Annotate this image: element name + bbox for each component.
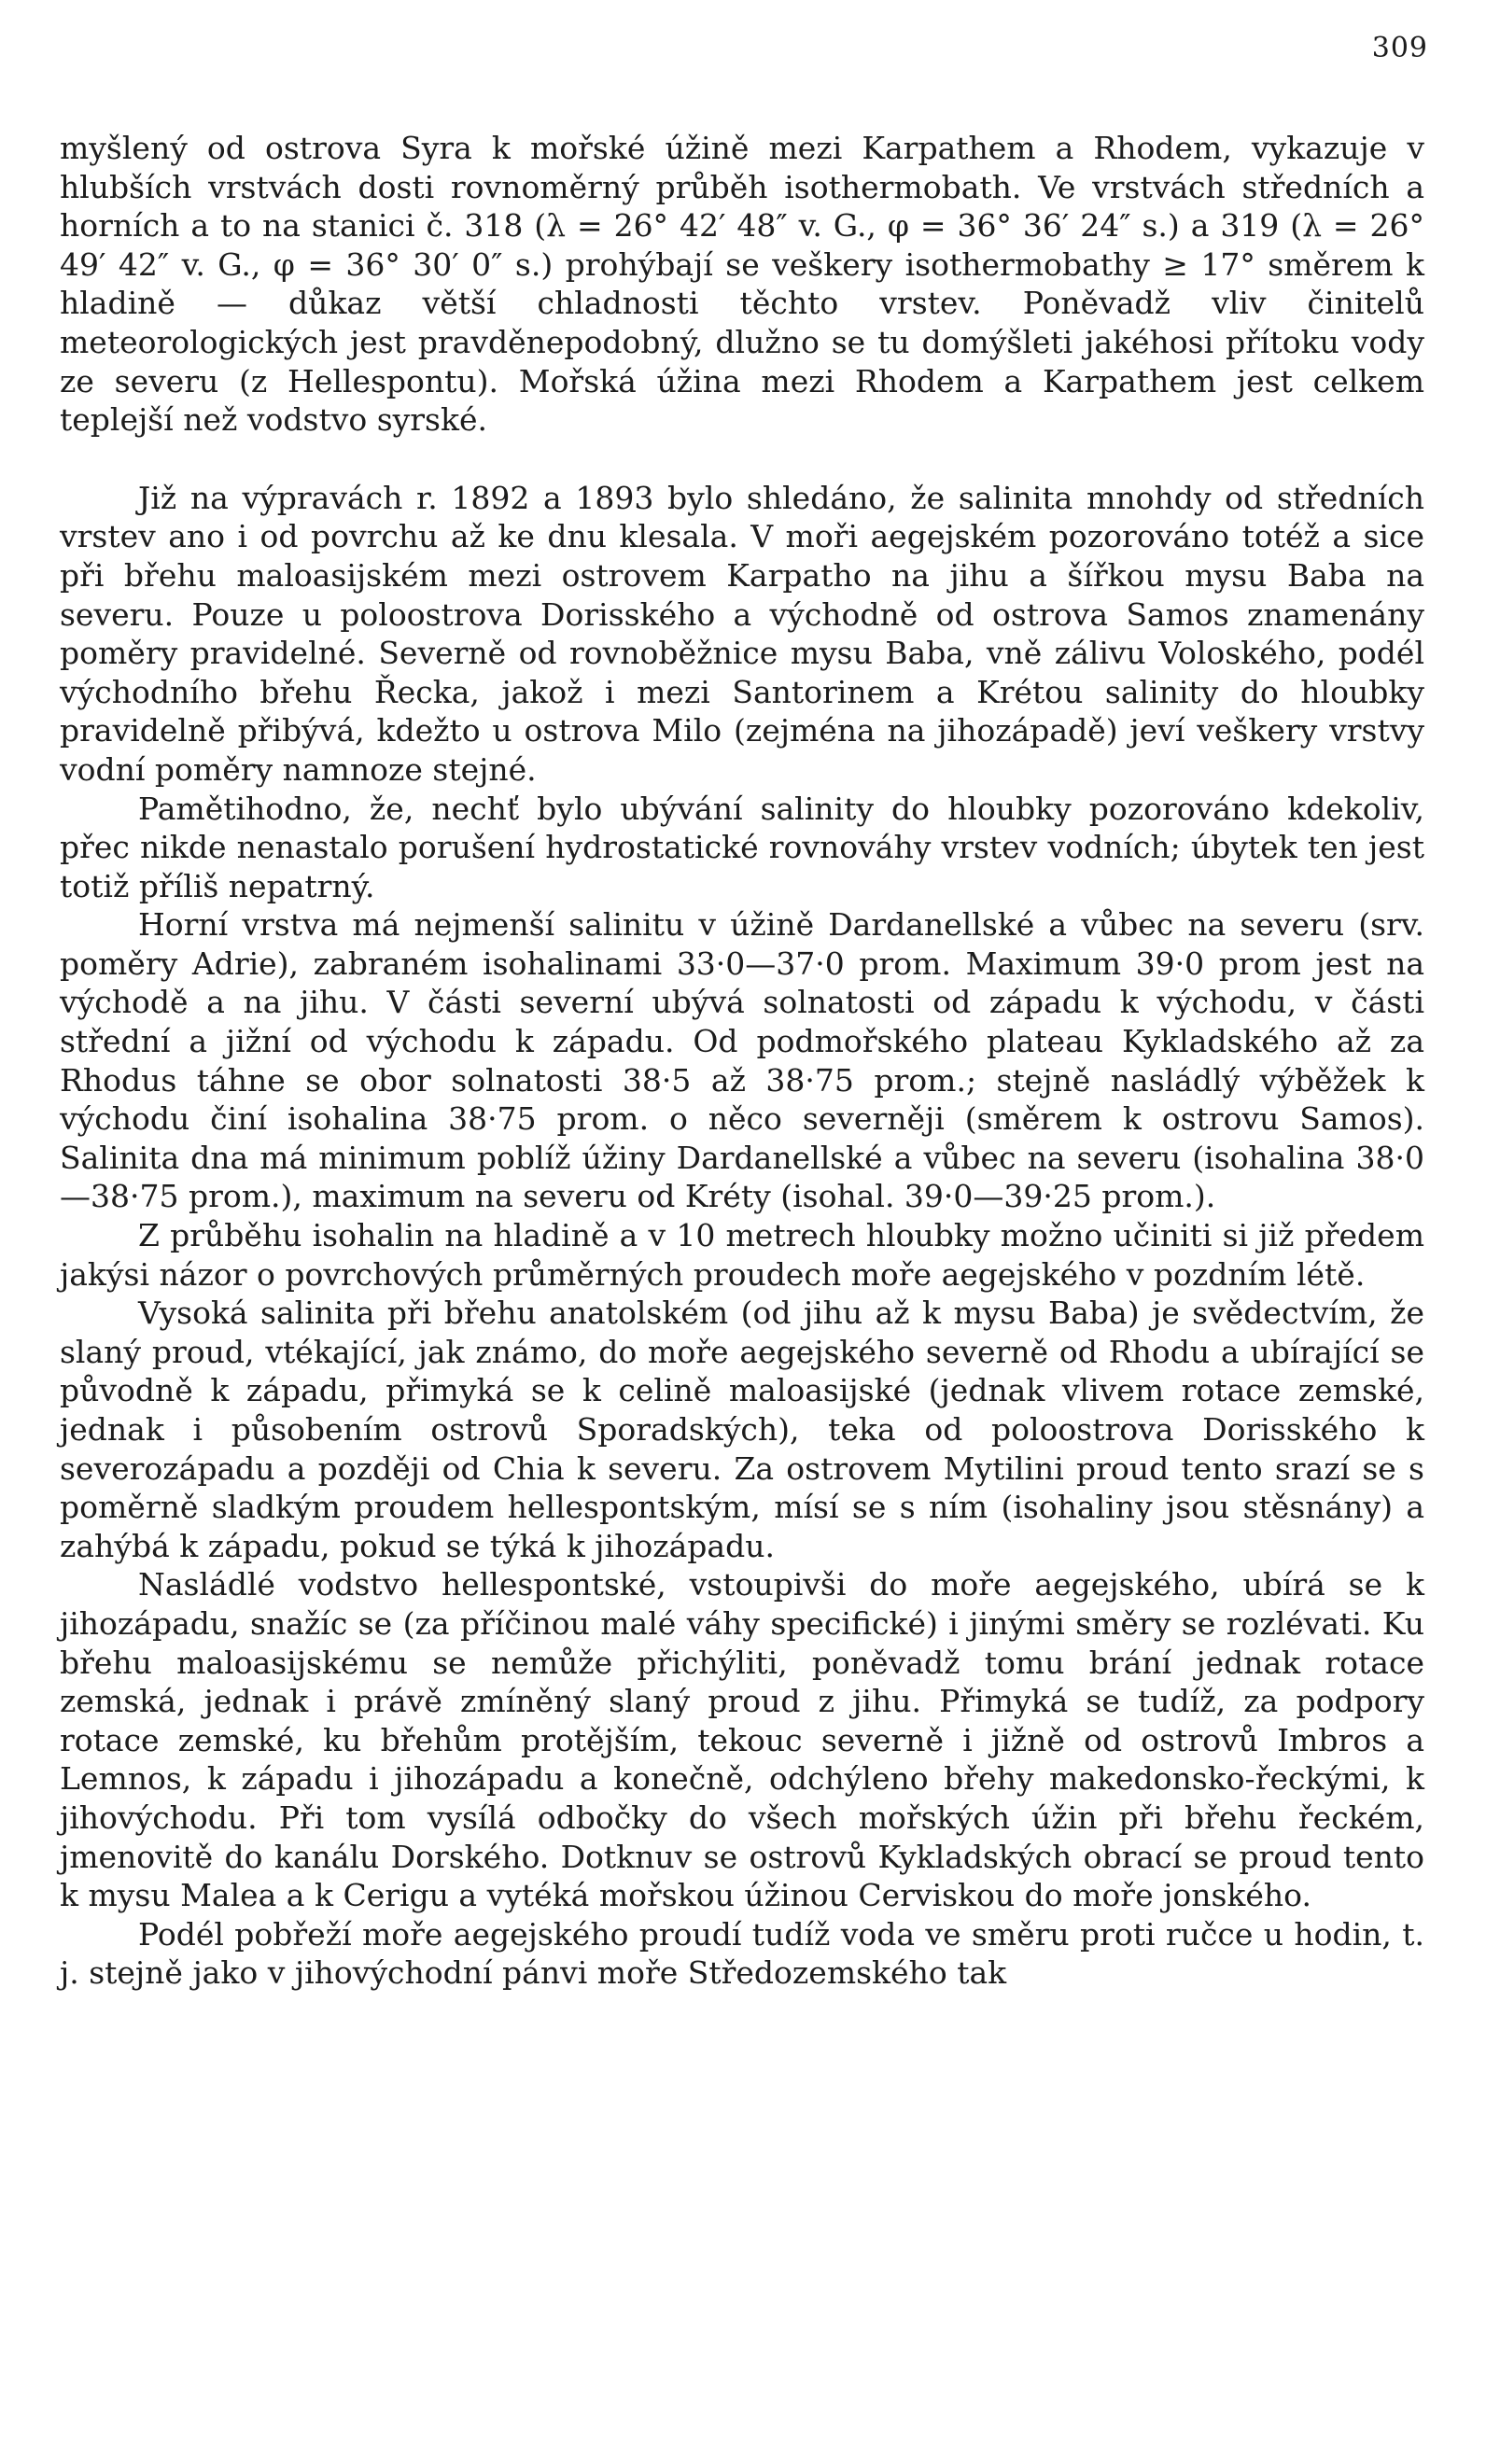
- paragraph: Nasládlé vodstvo hellespontské, vstoupivši do moře aegejského, ubírá se k jihozápadu, snažíc se (za příčinou malé váhy specifické) i jinými směry se rozlévati. Ku břehu maloasijskému se nemůže přichýliti, poněvadž tomu brání jednak rotace zemská, jednak i právě zmíněný slaný proud z jihu. Přimyká se tudíž, za podpory rotace zemské, ku břehům protějším, tekouc severně i jižně od ostrovů Imbros a Lemnos, k západu i jihozápadu a konečně, odchýleno břehy makedonsko-řeckými, k jihovýchodu. Při tom vysílá odbočky do všech mořských úžin při břehu řeckém, jmenovitě do kanálu Dorského. Dotknuv se ostrovů Kykladských obrací se proud tento k mysu Malea a k Cerigu a vytéká mořskou úžinou Cerviskou do moře jonského.: [60, 1566, 1424, 1914]
- paragraph: Z průběhu isohalin na hladině a v 10 metrech hloubky možno učiniti si již předem jakýsi názor o povrchových průměrných proudech moře aegejského v pozdním létě.: [60, 1217, 1424, 1293]
- paragraph: Již na výpravách r. 1892 a 1893 bylo shledáno, že salinita mnohdy od středních vrstev ano i od povrchu až ke dnu klesala. V moři aegejském pozorováno totéž a sice při břehu maloasijském mezi ostrovem Karpatho na jihu a šířkou mysu Baba na severu. Pouze u poloostrova Dorisského a východně od ostrova Samos znamenány poměry pravidelné. Severně od rovnoběžnice mysu Baba, vně zálivu Voloského, podél východního břehu Řecka, jakož i mezi Santorinem a Krétou salinity do hloubky pravidelně přibývá, kdežto u ostrova Milo (zejména na jihozápadě) jeví veškery vrstvy vodní poměry namnoze stejné.: [60, 479, 1424, 788]
- paragraph: Podél pobřeží moře aegejského proudí tudíž voda ve směru proti ručce u hodin, t. j. stejně jako v jihovýchodní pánvi moře Středozemského tak: [60, 1915, 1424, 1992]
- paragraph: Pamětihodno, že, nechť bylo ubývání salinity do hloubky pozorováno kdekoliv, přec nikde nenastalo porušení hydrostatické rovnováhy vrstev vodních; úbytek ten jest totiž příliš nepatrný.: [60, 790, 1424, 904]
- paragraph: Vysoká salinita při břehu anatolském (od jihu až k mysu Baba) je svědectvím, že slaný proud, vtékající, jak známo, do moře aegejského severně od Rhodu a ubírající se původně k západu, přimyká se k celině maloasijské (jednak vlivem rotace zemské, jednak i působením ostrovů Sporadských), teka od poloostrova Dorisského k severozápadu a později od Chia k severu. Za ostrovem Mytilini proud tento srazí se s poměrně sladkým proudem hellespontským, mísí se s ním (isohaliny jsou stěsnány) a zahýbá k západu, pokud se týká k jihozápadu.: [60, 1295, 1424, 1564]
- text-body: [60, 129, 1424, 1993]
- paragraph: Horní vrstva má nejmenší salinitu v úžině Dardanellské a vůbec na severu (srv. poměry Adrie), zabraném isohalinami 33·0—37·0 prom. Maximum 39·0 prom jest na východě a na jihu. V části severní ubývá solnatosti od západu k východu, v části střední a jižní od východu k západu. Od podmořského plateau Kykladského až za Rhodus táhne se obor solnatosti 38·5 až 38·75 prom.; stejně nasládlý výběžek k východu činí isohalina 38·75 prom. o něco severněji (směrem k ostrovu Samos). Salinita dna má minimum poblíž úžiny Dardanellské a vůbec na severu (isohalina 38·0—38·75 prom.), maximum na severu od Kréty (isohal. 39·0—39·25 prom.).: [60, 906, 1424, 1215]
- paragraph: myšlený od ostrova Syra k mořské úžině mezi Karpathem a Rhodem, vykazuje v hlubších vrstvách dosti rovnoměrný průběh isothermobath. Ve vrstvách středních a horních a to na stanici č. 318 (λ = 26° 42′ 48″ v. G., φ = 36° 36′ 24″ s.) a 319 (λ = 26° 49′ 42″ v. G., φ = 36° 30′ 0″ s.) prohýbají se veškery isothermobathy ≥ 17° směrem k hladině — důkaz větší chladnosti těchto vrstev. Poněvadž vliv činitelů meteorologických jest pravděnepodobný, dlužno se tu domýšleti jakéhosi přítoku vody ze severu (z Hellespontu). Mořská úžina mezi Rhodem a Karpathem jest celkem teplejší než vodstvo syrské.: [60, 130, 1424, 439]
- page-number: 309: [1371, 32, 1428, 64]
